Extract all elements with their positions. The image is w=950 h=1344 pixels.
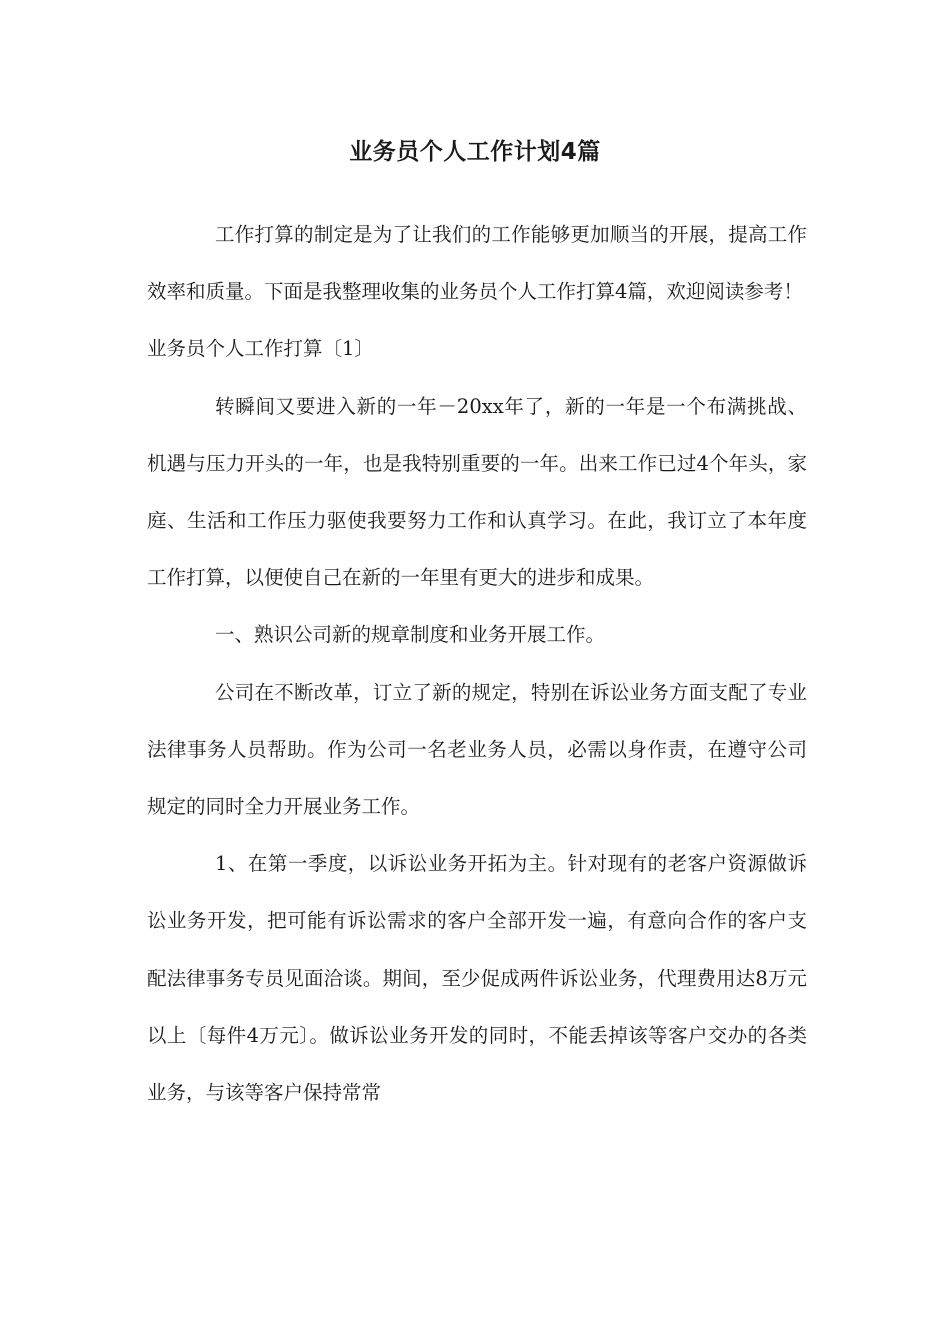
subsection-heading: 一、熟识公司新的规章制度和业务开展工作。 — [215, 623, 606, 647]
body-paragraph: 公司在不断改革，订立了新的规定，特别在诉讼业务方面支配了专业法律事务人员帮助。作为公司一名老业务人员，必需以身作责，在遵守公司规定的同时全力开展业务工作。 — [147, 680, 807, 819]
section-heading: 业务员个人工作打算〔1〕 — [147, 337, 374, 361]
body-paragraph: 转瞬间又要进入新的一年－20xx年了，新的一年是一个布满挑战、机遇与压力开头的一年，也是我特别重要的一年。出来工作已过4个年头，家庭、生活和工作压力驱使我要努力工作和认真学习。在此，我订立了本年度工作打算，以便使自己在新的一年里有更大的进步和成果。 — [147, 394, 807, 590]
document-body — [147, 206, 807, 1121]
document-title: 业务员个人工作计划4篇 — [349, 139, 601, 165]
intro-paragraph: 工作打算的制定是为了让我们的工作能够更加顺当的开展，提高工作效率和质量。下面是我整理收集的业务员个人工作打算4篇，欢迎阅读参考！ — [147, 223, 807, 304]
body-paragraph: 1、在第一季度，以诉讼业务开拓为主。针对现有的老客户资源做诉讼业务开发，把可能有诉讼需求的客户全部开发一遍，有意向合作的客户支配法律事务专员见面洽谈。期间，至少促成两件诉讼业务，代理费用达8万元以上〔每件4万元〕。做诉讼业务开发的同时，不能丢掉该等客户交办的各类业务，与该等客户保持常常 — [147, 852, 807, 1105]
